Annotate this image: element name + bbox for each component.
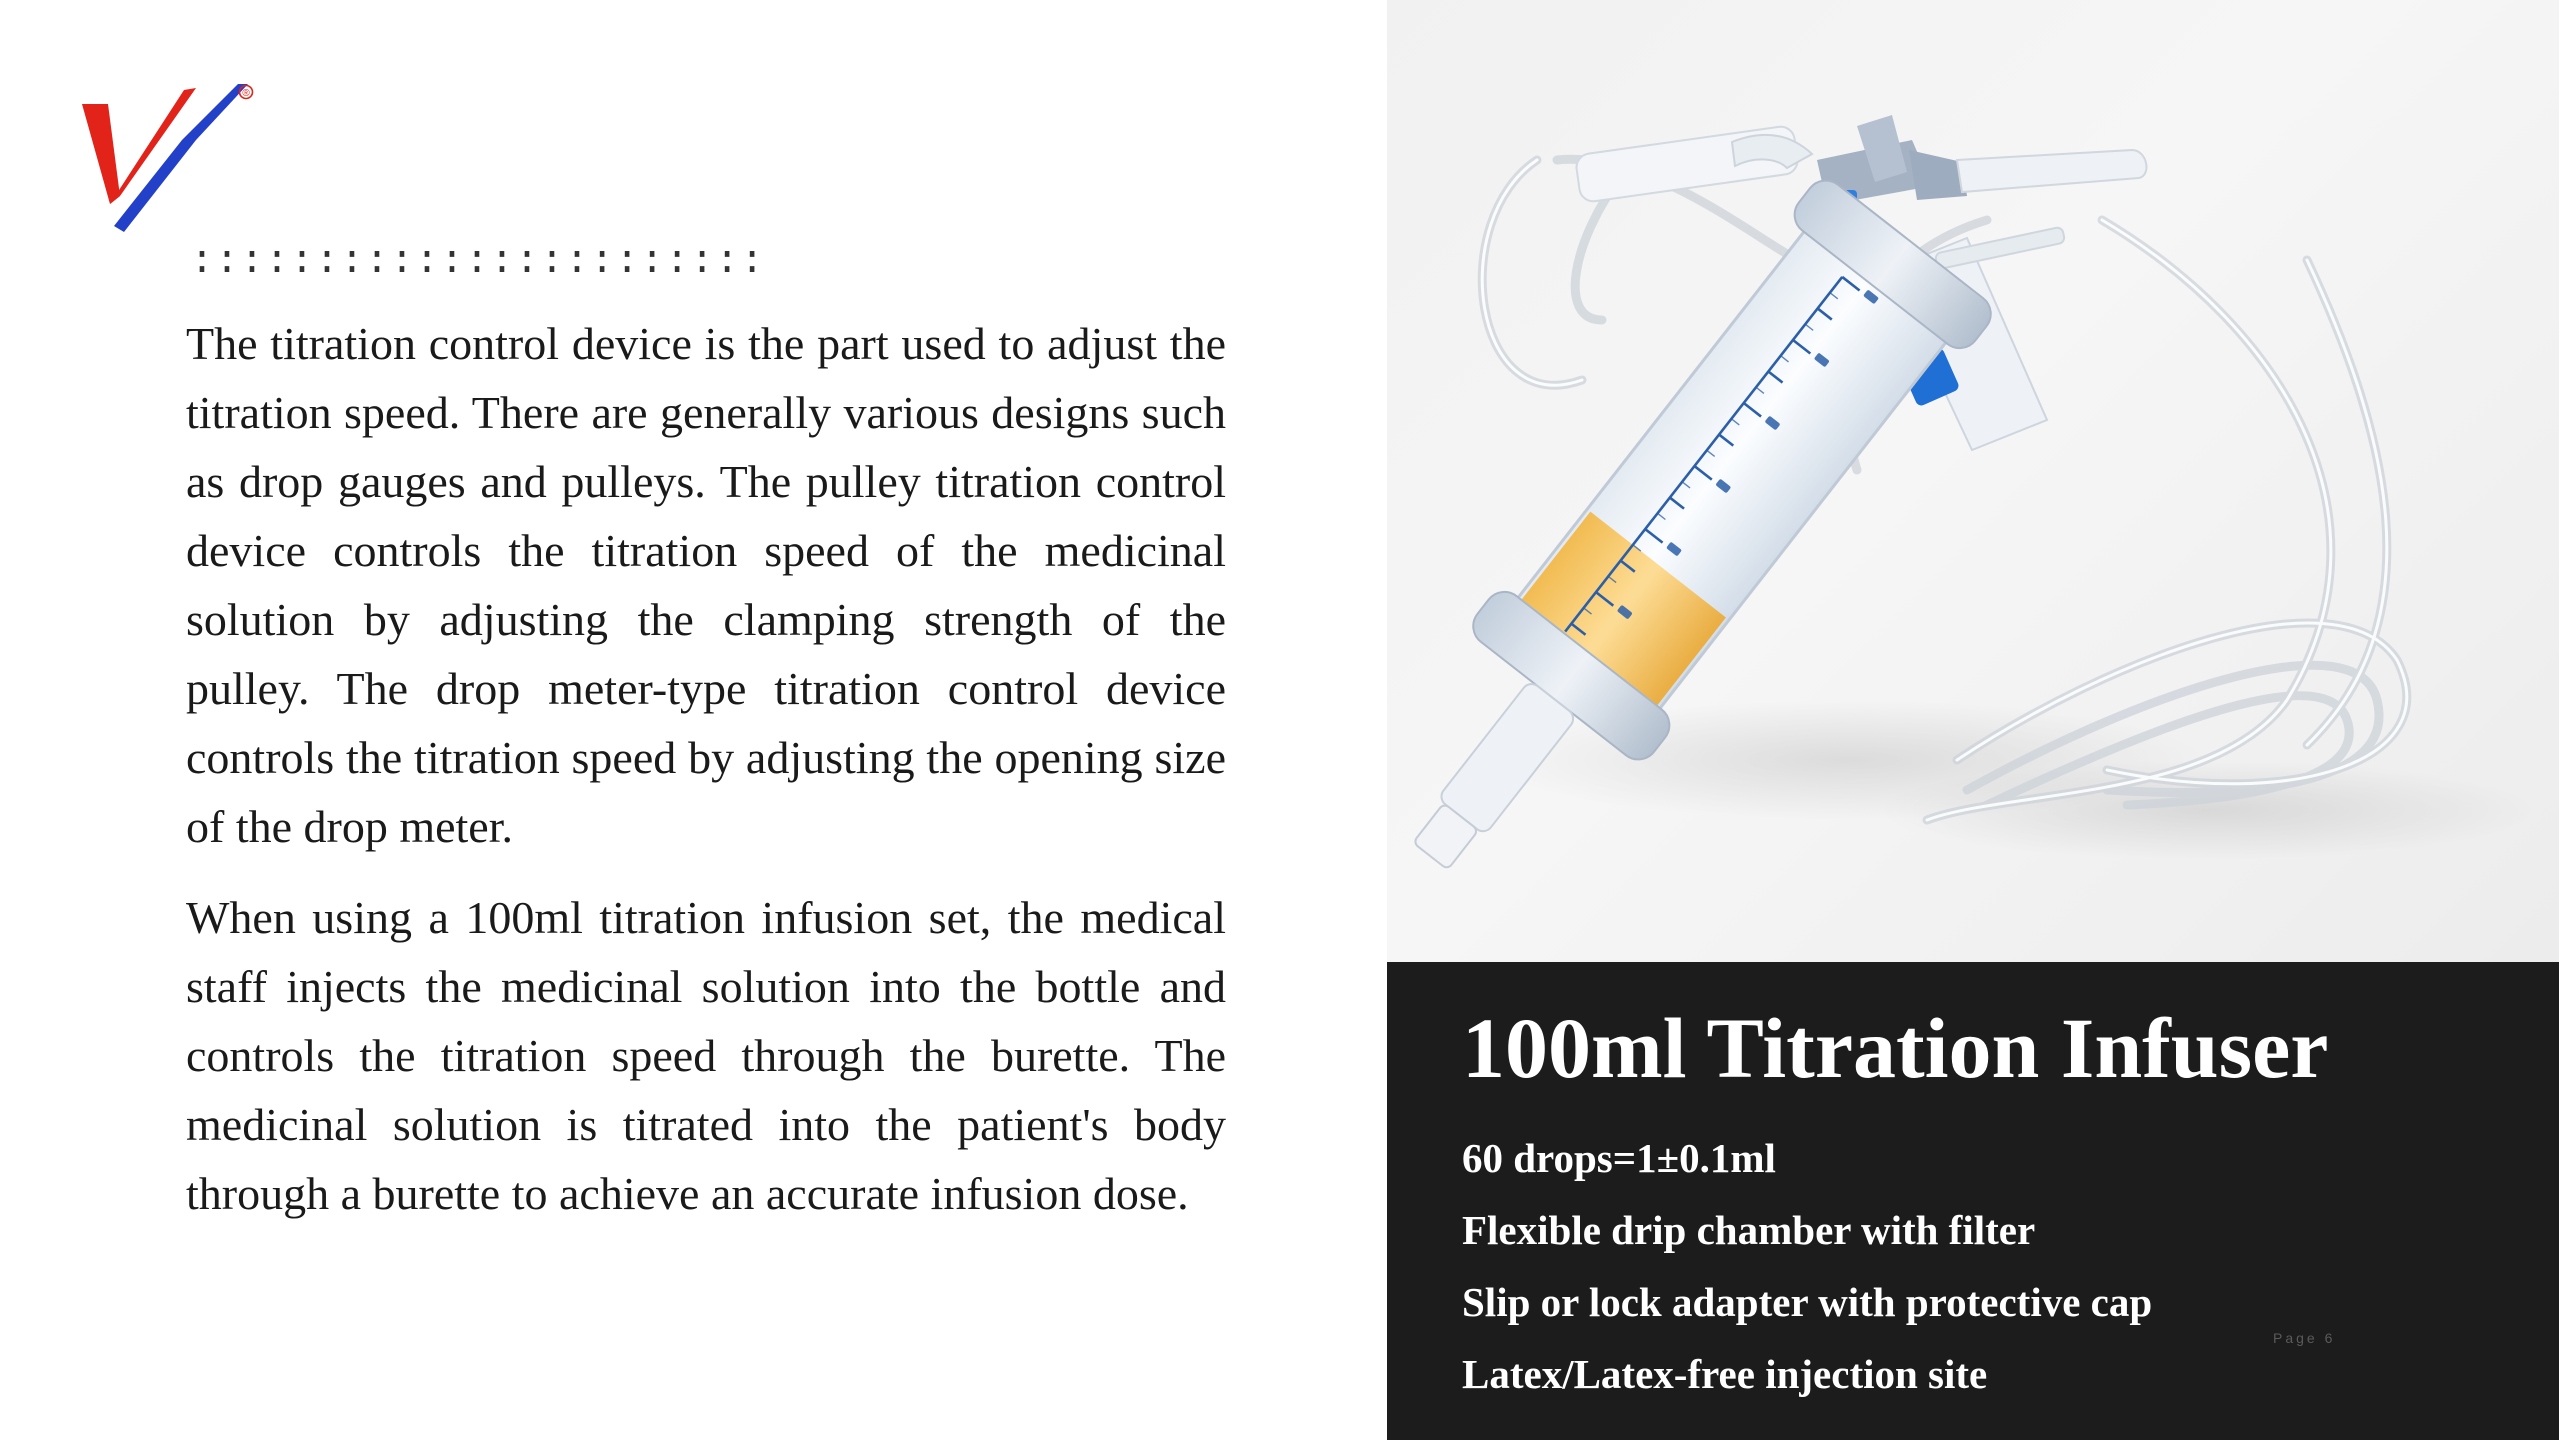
registered-mark: ® <box>242 88 250 99</box>
feature-item-adapter: Slip or lock adapter with protective cap <box>1462 1279 2153 1325</box>
page-number: Page 6 <box>2273 1330 2336 1346</box>
feature-item-drip-chamber: Flexible drip chamber with filter <box>1462 1207 2036 1253</box>
feature-item-drop-rate: 60 drops=1±0.1ml <box>1462 1135 1776 1181</box>
product-info-panel <box>1387 962 2559 1440</box>
feature-list <box>1462 1122 2152 1410</box>
product-title: 100ml Titration Infuser <box>1462 1000 2329 1096</box>
w-brand-logo <box>78 78 268 238</box>
description-paragraph-1: The titration control device is the part used to adjust the titration speed. There are generally various designs such as drop gauges and pulleys. The pulley titration control device controls the titration speed of the medicinal solution by adjusting the clamping strength of the pulley. The drop meter-type titration control device controls the titration speed by adjusting the opening size of the drop meter. <box>186 318 1226 852</box>
infusion-set-image <box>1387 0 2559 962</box>
feature-item-injection-site: Latex/Latex-free injection site <box>1462 1351 1988 1397</box>
description-paragraph-2: When using a 100ml titration infusion set, the medical staff injects the medicinal solution into the bottle and controls the titration speed through the burette. The medicinal solution is titrated into the patient's body through a burette to achieve an accurate infusion dose. <box>186 892 1226 1219</box>
decorative-dots: ::::::::::::::::::::::: <box>190 240 766 285</box>
